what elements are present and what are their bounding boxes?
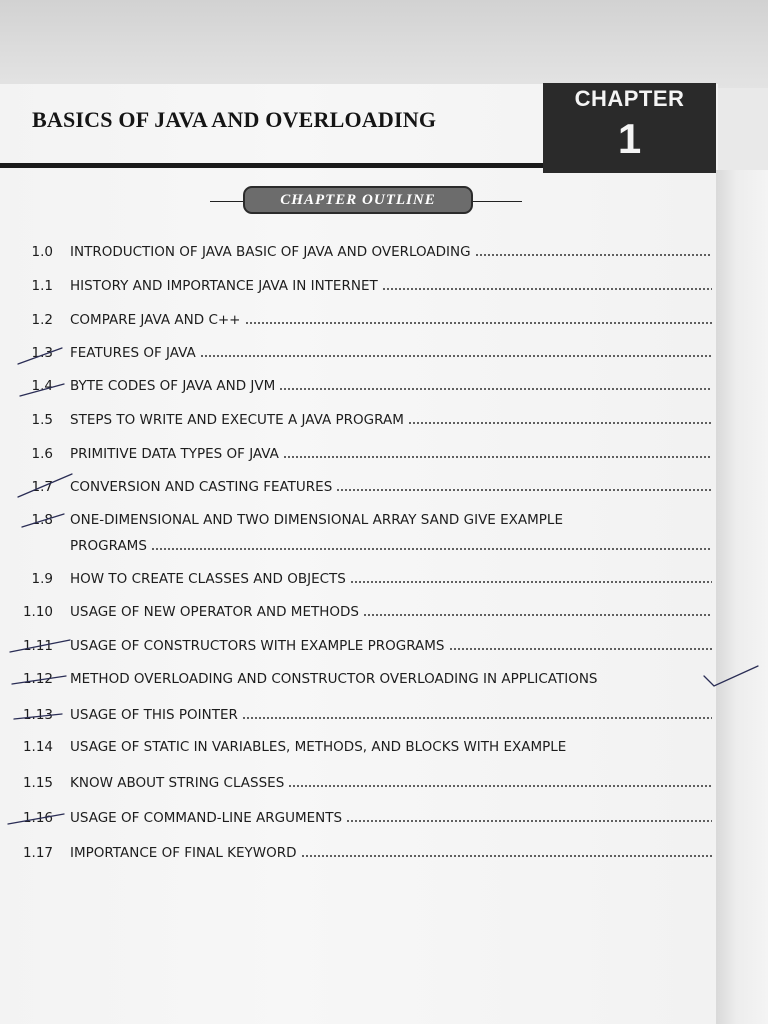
item-title: STEPS TO WRITE AND EXECUTE A JAVA PROGRAM — [70, 412, 404, 428]
item-title: CONVERSION AND CASTING FEATURES — [70, 479, 333, 495]
item-title: IMPORTANCE OF FINAL KEYWORD — [70, 845, 297, 861]
item-title: USAGE OF THIS POINTER — [70, 707, 238, 723]
chapter-outline-label: CHAPTER OUTLINE — [280, 192, 436, 208]
item-number: 1.6 — [31, 446, 53, 462]
item-title: KNOW ABOUT STRING CLASSES — [70, 775, 285, 791]
item-number: 1.10 — [22, 604, 53, 620]
chapter-title: BASICS OF JAVA AND OVERLOADING — [32, 107, 437, 132]
item-title: USAGE OF NEW OPERATOR AND METHODS — [70, 604, 359, 620]
item-title: METHOD OVERLOADING AND CONSTRUCTOR OVERLOADING IN APPLICATIONS — [70, 671, 598, 687]
leader-dots — [242, 717, 712, 719]
item-title-continued: PROGRAMS — [70, 538, 147, 554]
leader-dots — [382, 288, 712, 290]
chapter-number: 1 — [617, 115, 642, 162]
leader-dots — [151, 548, 712, 550]
leader-dots — [346, 820, 712, 822]
item-number: 1.8 — [31, 512, 53, 528]
leader-dots — [449, 648, 713, 650]
leader-dots — [279, 388, 712, 390]
leader-dots — [288, 785, 712, 787]
leader-dots — [200, 355, 712, 357]
item-title: INTRODUCTION OF JAVA BASIC OF JAVA AND OVERLOADING — [70, 244, 471, 260]
item-number: 1.16 — [22, 810, 53, 826]
item-title: COMPARE JAVA AND C++ — [70, 312, 241, 328]
item-title: USAGE OF COMMAND-LINE ARGUMENTS — [70, 810, 343, 826]
item-number: 1.2 — [31, 312, 53, 328]
item-number: 1.15 — [22, 775, 53, 791]
item-title: USAGE OF CONSTRUCTORS WITH EXAMPLE PROGRAMS — [70, 638, 445, 654]
item-number: 1.1 — [31, 278, 53, 294]
item-number: 1.12 — [22, 671, 53, 687]
item-number: 1.9 — [31, 571, 53, 587]
item-number: 1.7 — [31, 479, 53, 495]
chapter-label: CHAPTER — [574, 86, 685, 111]
item-number: 1.5 — [31, 412, 53, 428]
leader-dots — [408, 422, 712, 424]
item-title: HOW TO CREATE CLASSES AND OBJECTS — [70, 571, 346, 587]
leader-dots — [350, 581, 712, 583]
item-title: HISTORY AND IMPORTANCE JAVA IN INTERNET — [70, 278, 378, 294]
item-number: 1.0 — [31, 244, 53, 260]
item-number: 1.13 — [22, 707, 53, 723]
item-number: 1.14 — [22, 739, 53, 755]
item-number: 1.17 — [22, 845, 53, 861]
leader-dots — [301, 855, 712, 857]
item-number: 1.4 — [31, 378, 53, 394]
leader-dots — [475, 254, 712, 256]
item-title: BYTE CODES OF JAVA AND JVM — [70, 378, 276, 394]
item-number: 1.3 — [31, 345, 53, 361]
item-number: 1.11 — [22, 638, 53, 654]
item-title: USAGE OF STATIC IN VARIABLES, METHODS, AND BLOCKS WITH EXAMPLE — [70, 739, 567, 755]
leader-dots — [336, 489, 712, 491]
item-title: PRIMITIVE DATA TYPES OF JAVA — [70, 446, 279, 462]
item-title: ONE-DIMENSIONAL AND TWO DIMENSIONAL ARRAY SAND GIVE EXAMPLE — [70, 512, 563, 528]
leader-dots — [245, 322, 713, 324]
item-title: FEATURES OF JAVA — [70, 345, 196, 361]
leader-dots — [283, 456, 712, 458]
leader-dots — [363, 614, 712, 616]
